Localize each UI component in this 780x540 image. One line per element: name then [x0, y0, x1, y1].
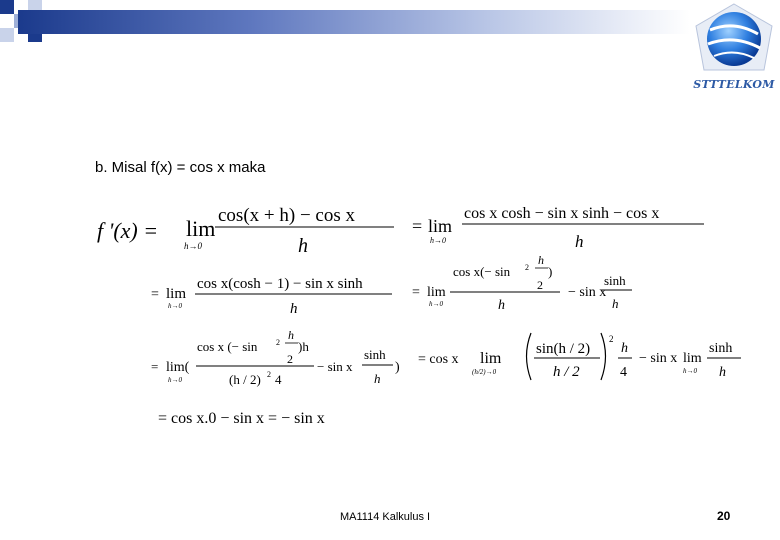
lim-label: lim	[166, 286, 187, 302]
fraction-denominator: h	[290, 301, 298, 317]
fraction-denominator: 4	[620, 365, 627, 380]
equals-sign: =	[151, 287, 159, 302]
fraction-numerator: cos(x + h) − cos x	[218, 205, 355, 226]
fraction-denominator: h	[575, 232, 584, 251]
fraction-denominator: h / 2	[553, 364, 580, 380]
limit-sub: h→0	[683, 367, 697, 375]
small-fraction-denominator: 2	[287, 352, 293, 366]
fraction-numerator: sinh	[364, 347, 386, 362]
limit-sub: h→0	[429, 300, 443, 308]
closing-paren: )	[395, 360, 400, 375]
exponent: 2	[276, 338, 280, 347]
fraction-denominator: h	[612, 296, 619, 311]
right-paren	[601, 333, 606, 380]
fraction-denominator: h	[298, 235, 308, 257]
fraction-denominator: h	[498, 298, 505, 313]
fraction-numerator: h	[621, 341, 628, 356]
lim-label: lim	[683, 351, 702, 366]
minus-sin-x: − sin x	[317, 359, 353, 374]
fraction-denominator: h	[374, 371, 381, 386]
fraction-numerator: cos x cosh − sin x sinh − cos x	[464, 205, 660, 222]
fraction-numerator: cos x(− sin	[453, 264, 511, 279]
closing-paren: )	[548, 264, 553, 279]
equals-cos-x: = cos x	[418, 352, 459, 367]
fraction-numerator: cos x(cosh − 1) − sin x sinh	[197, 276, 363, 292]
fraction-numerator: sin(h / 2)	[536, 341, 591, 357]
fraction-numerator: sinh	[709, 341, 733, 356]
limit-sub: h→0	[430, 236, 446, 245]
lim-label: lim	[428, 216, 453, 236]
fraction-numerator: cos x (− sin	[197, 339, 258, 354]
lim-open: lim(	[166, 360, 190, 375]
logo-text: STTTELKOM	[693, 78, 775, 91]
equals-sign: =	[412, 216, 423, 236]
minus-sin-x: − sin x	[568, 285, 607, 300]
left-paren	[527, 333, 532, 380]
fraction-denominator: (h / 2)	[229, 372, 261, 387]
slide-subtitle: b. Misal f(x) = cos x maka	[95, 159, 266, 176]
limit-sub: (h/2)→0	[472, 368, 497, 376]
minus-sin-x: − sin x	[639, 351, 678, 366]
page-number: 20	[717, 509, 731, 523]
lhs: f '(x) =	[97, 218, 159, 243]
small-fraction-numerator: h	[538, 253, 544, 267]
fraction-numerator-tail: )h	[298, 339, 309, 354]
small-fraction-denominator: 2	[537, 278, 543, 292]
exponent: 2	[609, 334, 614, 344]
fraction-denominator: h	[719, 365, 726, 380]
lim-label: lim	[480, 350, 502, 367]
limit-sub: h→0	[184, 241, 202, 251]
result-line: = cos x.0 − sin x = − sin x	[158, 410, 325, 427]
lim-label: lim	[186, 216, 216, 241]
small-fraction-numerator: h	[288, 328, 294, 342]
exponent: 2	[267, 370, 271, 379]
fraction-numerator: sinh	[604, 273, 626, 288]
limit-sub: h→0	[168, 376, 182, 384]
lim-label: lim	[427, 285, 446, 300]
fraction-denominator-tail: 4	[275, 372, 282, 387]
exponent: 2	[525, 263, 529, 272]
equals-sign: =	[151, 359, 159, 374]
footer-course: MA1114 Kalkulus I	[340, 511, 431, 523]
equals-sign: =	[412, 285, 420, 300]
limit-sub: h→0	[168, 302, 182, 310]
